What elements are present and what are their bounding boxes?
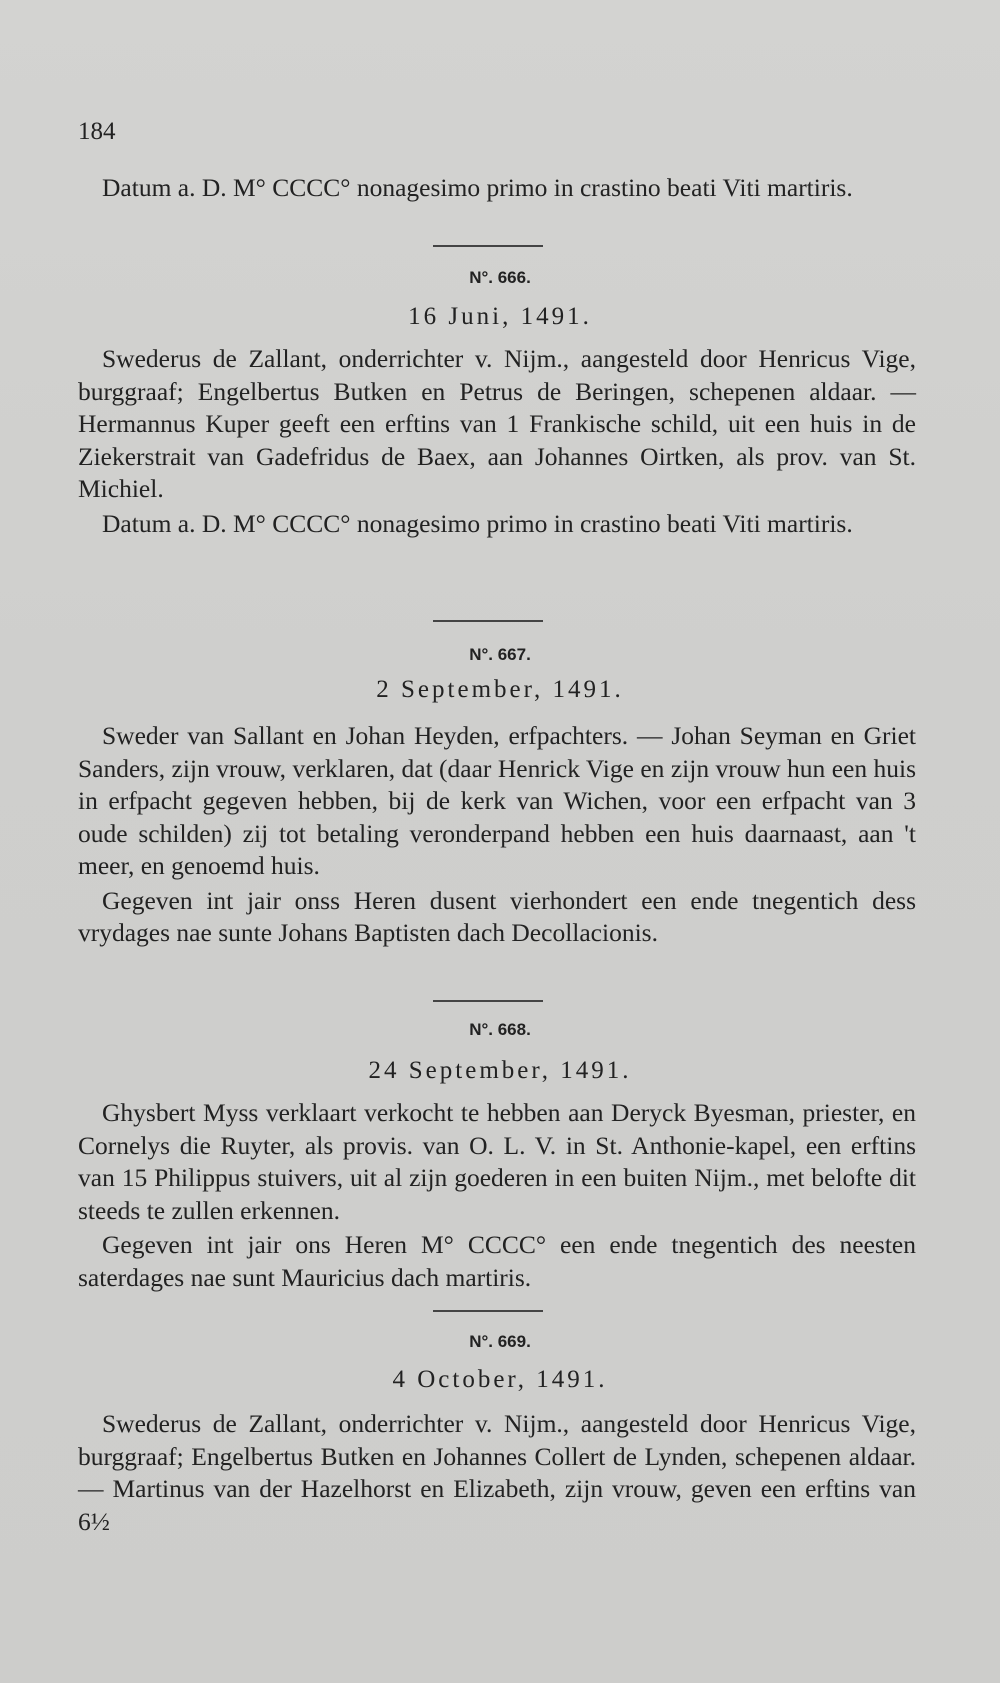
entry-number: N°. 666.: [469, 268, 531, 287]
entry-668: [78, 1097, 916, 1294]
entry-closing: Gegeven int jair ons Heren M° CCCC° een ende tnegentich des neesten saterdages nae sunt Mauricius dach martiris.: [78, 1230, 916, 1292]
entry-667: [78, 720, 916, 950]
entry-closing: Gegeven int jair onss Heren dusent vierhondert een ende tnegentich dess vrydages nae sunte Johans Baptisten dach Decollacionis.: [78, 885, 916, 947]
entry-669: [78, 1408, 916, 1538]
entry-text: Sweder van Sallant en Johan Heyden, erfpachters. — Johan Seyman en Griet Sanders, zijn vrouw, verklaren, dat (daar Henrick Vige en zijn vrouw hun een huis in erfpacht gegeven hebben, bij de kerk van Wichen, voor een erfpacht van 3 oude schilden) zij tot betaling veronderpand hebben een huis daarnaast, aan 't meer, en genoemd huis.: [78, 721, 916, 880]
entry-date: 4 October, 1491.: [392, 1366, 608, 1393]
entry-number: N°. 667.: [469, 645, 531, 664]
entry-text: Ghysbert Myss verklaart verkocht te hebben aan Deryck Byesman, priester, en Cornelys die Ruyter, als provis. van O. L. V. in St. Anthonie-kapel, een erftins van 15 Philippus stuivers, uit al zijn goederen in een buiten Nijm., met belofte dit steeds te zullen erkennen.: [78, 1098, 916, 1225]
entry-date: 24 September, 1491.: [368, 1057, 632, 1084]
entry-666: [78, 343, 916, 540]
prev-entry-datum: [78, 172, 916, 205]
entry-closing: Datum a. D. M° CCCC° nonagesimo primo in crastino beati Viti martiris.: [102, 508, 853, 538]
entry-text: Swederus de Zallant, onderrichter v. Nijm., aangesteld door Henricus Vige, burggraaf; Engelbertus Butken en Johannes Collert de Lynden, schepenen aldaar. — Martinus van der Hazelhorst en Elizabeth, zijn vrouw, geven een erftins van 6½: [78, 1409, 916, 1536]
page-number: 184: [78, 118, 116, 145]
datum-line: Datum a. D. M° CCCC° nonagesimo primo in crastino beati Viti martiris.: [102, 173, 853, 202]
entry-date: 2 September, 1491.: [376, 676, 624, 703]
entry-text: Swederus de Zallant, onderrichter v. Nijm., aangesteld door Henricus Vige, burggraaf; Engelbertus Butken en Petrus de Beringen, schepenen aldaar. — Hermannus Kuper geeft een erftins van 1 Frankische schild, uit een huis in de Ziekerstrait van Gadefridus de Baex, aan Johannes Oirtken, als prov. van St. Michiel.: [78, 344, 916, 503]
entry-number: N°. 669.: [469, 1332, 531, 1351]
entry-divider: [433, 245, 543, 247]
entry-number: N°. 668.: [469, 1020, 531, 1039]
entry-divider: [433, 1310, 543, 1312]
entry-date: 16 Juni, 1491.: [408, 303, 592, 330]
entry-divider: [433, 1000, 543, 1002]
entry-divider: [433, 620, 543, 622]
